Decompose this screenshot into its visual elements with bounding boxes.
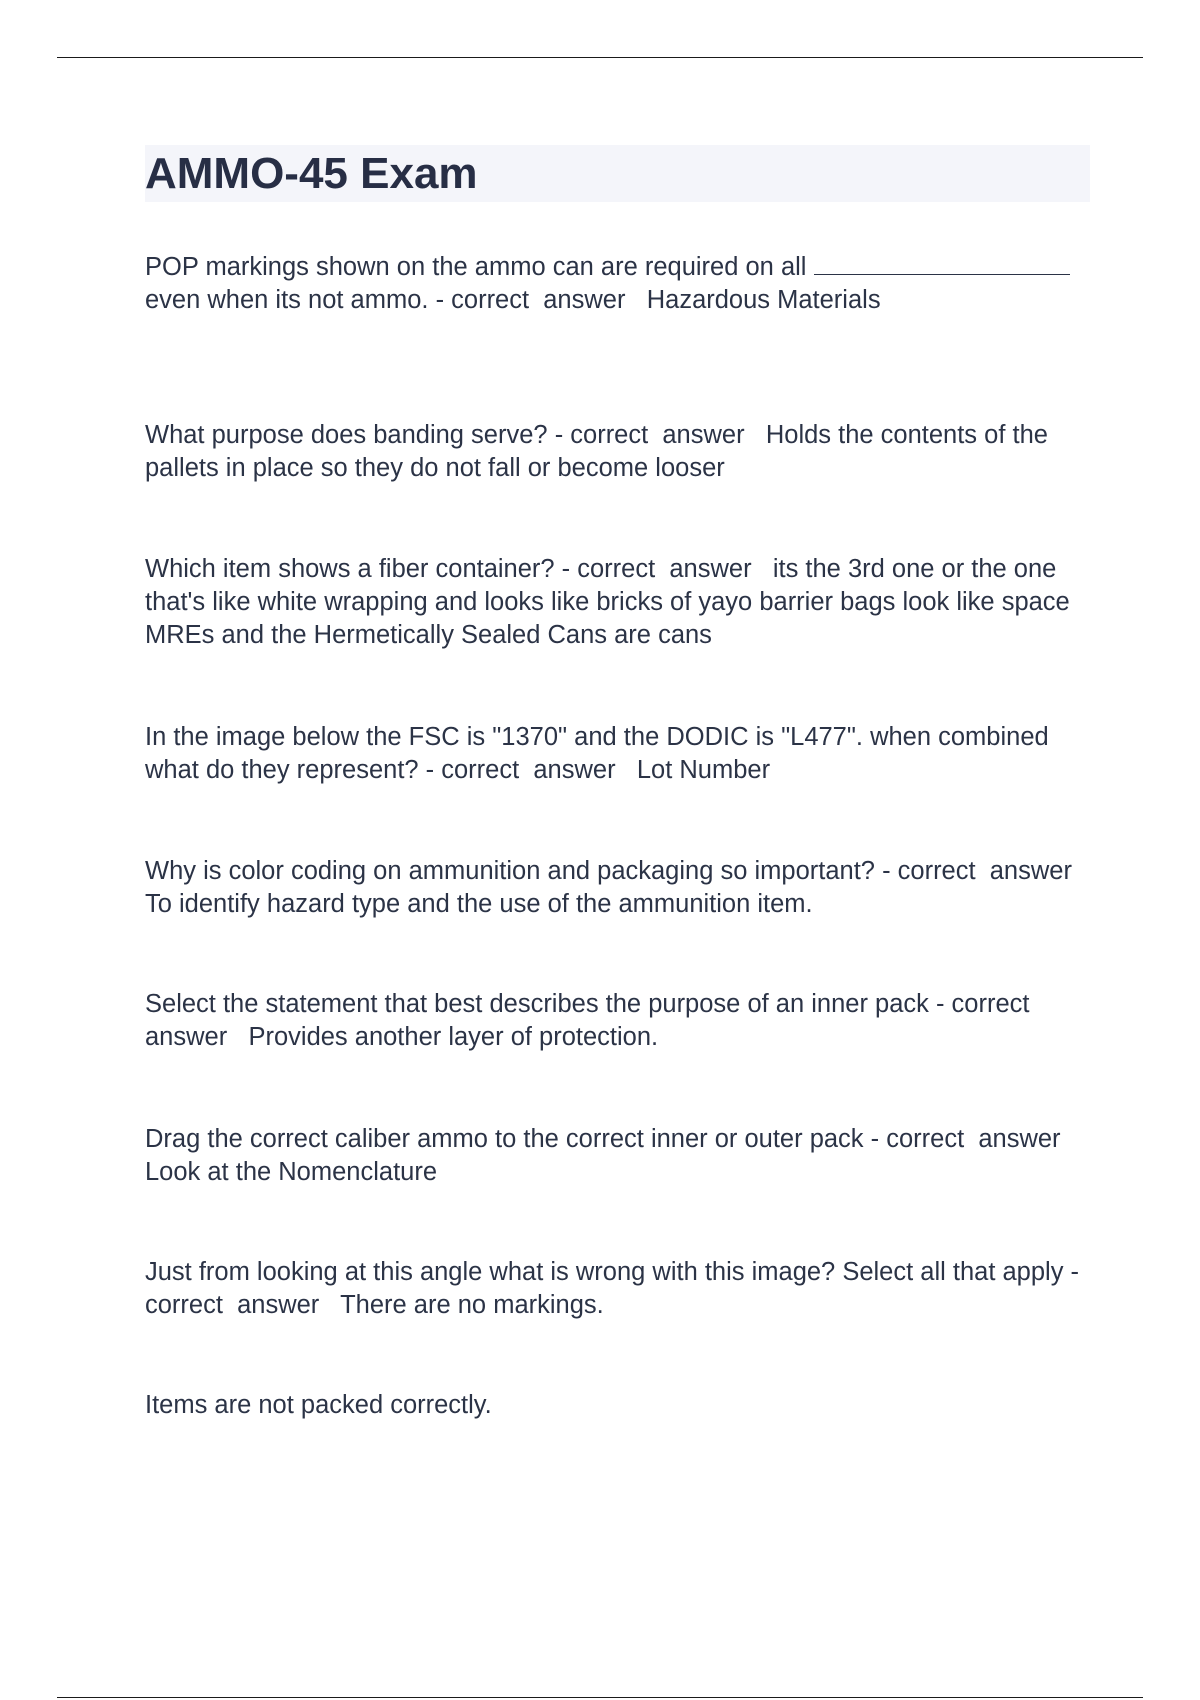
bottom-rule <box>57 1697 1143 1698</box>
question-7: Drag the correct caliber ammo to the correct inner or outer pack <box>145 1125 864 1153</box>
question-1-part-2: even when its not ammo. <box>145 253 1077 314</box>
qa-separator: - correct answer <box>554 555 773 583</box>
qa-separator: - correct answer <box>863 1125 1082 1153</box>
qa-item-1 <box>145 251 1090 317</box>
answer-2: Holds the contents of the pallets in place so they do not fall or become looser <box>145 421 1056 482</box>
qa-item-3 <box>145 553 1090 652</box>
qa-item-6 <box>145 988 1090 1054</box>
answer-blank <box>814 252 1070 275</box>
answer-8: There are no markings. <box>340 1291 604 1319</box>
qa-item-7 <box>145 1123 1090 1189</box>
answer-3: its the 3rd one or the one that's like white wrapping and looks like bricks of yayo barrier bags look like space MREs and the Hermetically Sealed Cans are cans <box>145 555 1077 649</box>
trailing-answer-text: Items are not packed correctly. <box>145 1391 492 1419</box>
qa-item-4 <box>145 721 1090 787</box>
document-title: AMMO-45 Exam <box>145 149 478 198</box>
answer-4: Lot Number <box>636 756 771 784</box>
question-8: Just from looking at this angle what is wrong with this image? Select all that apply <box>145 1258 1064 1286</box>
question-2: What purpose does banding serve? <box>145 421 548 449</box>
question-1-part-1: POP markings shown on the ammo can are required on all <box>145 253 814 281</box>
question-4: In the image below the FSC is "1370" and the DODIC is "L477". when combined what do they represent? <box>145 723 1056 784</box>
qa-separator: - correct answer <box>145 1258 1087 1319</box>
qa-separator: - correct answer <box>428 286 647 314</box>
top-rule <box>57 57 1143 58</box>
question-5: Why is color coding on ammunition and packaging so important? <box>145 857 875 885</box>
answer-5: To identify hazard type and the use of the ammunition item. <box>145 890 813 918</box>
question-6: Select the statement that best describes the purpose of an inner pack <box>145 990 929 1018</box>
answer-1: Hazardous Materials <box>646 286 881 314</box>
qa-separator: - correct answer <box>547 421 766 449</box>
question-3: Which item shows a fiber container? <box>145 555 555 583</box>
qa-separator: - correct answer <box>418 756 637 784</box>
qa-separator: - correct answer <box>145 990 1044 1051</box>
answer-7: Look at the Nomenclature <box>145 1158 438 1186</box>
qa-item-5 <box>145 855 1093 921</box>
answer-6: Provides another layer of protection. <box>248 1023 659 1051</box>
qa-item-8 <box>145 1256 1090 1322</box>
qa-separator: - correct answer <box>874 857 1093 885</box>
qa-item-2 <box>145 419 1090 485</box>
